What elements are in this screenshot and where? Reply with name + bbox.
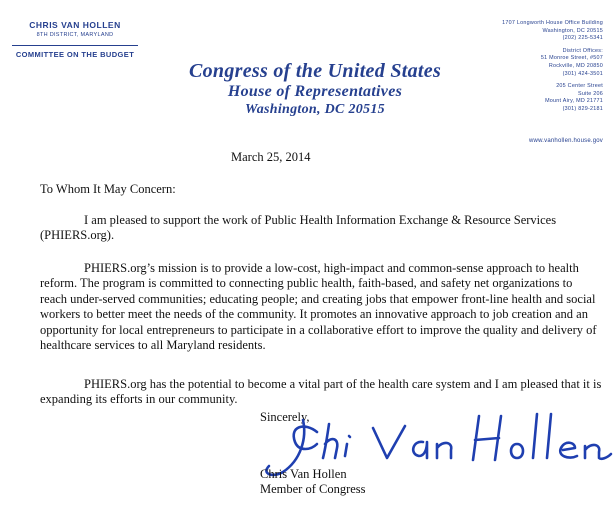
paragraph-3: PHIERS.org has the potential to become a vital part of the health care system and I am pleased that it is expanding its efforts in our community. xyxy=(40,377,602,407)
paragraph-1: I am pleased to support the work of Public Health Information Exchange & Resource Services (PHIERS.org). xyxy=(40,213,557,243)
dc-office-line2: Washington, DC 20515 xyxy=(542,27,603,34)
office2-line3: Mount Airy, MD 21771 xyxy=(545,98,603,105)
office2-line1: 205 Center Street xyxy=(556,83,603,90)
house-title: House of Representatives xyxy=(227,83,403,100)
congress-letterhead xyxy=(150,60,480,119)
office2-phone: (301) 829-2181 xyxy=(562,105,603,112)
member-name: CHRIS VAN HOLLEN xyxy=(29,20,121,30)
office1-line2: Rockville, MD 20850 xyxy=(548,62,603,69)
dc-office-line1: 1707 Longworth House Office Building xyxy=(502,20,603,26)
letter-date: March 25, 2014 xyxy=(231,150,311,164)
signer-name: Chris Van Hollen xyxy=(260,467,347,481)
committee-name: COMMITTEE ON THE BUDGET xyxy=(15,50,135,59)
signer-block xyxy=(260,467,366,498)
signer-title: Member of Congress xyxy=(260,482,366,497)
closing: Sincerely, xyxy=(260,410,310,424)
congress-title: Congress of the United States xyxy=(188,60,442,82)
office1-line1: 51 Monroe Street, #507 xyxy=(540,55,603,62)
member-district: 8TH DISTRICT, MARYLAND xyxy=(36,32,114,38)
dc-office-phone: (202) 225-5341 xyxy=(562,35,603,42)
paragraph-2: PHIERS.org’s mission is to provide a low-cost, high-impact and common-sense approach to health reform. The program is committed to connecting public health, faith-based, and safety net organizations to reach under-served communities; educating people; and creating jobs that empower front-line health and social workers to better meet the needs of the community. It promotes an innovative approach to job creation and an opportunity for local entrepreneurs to participate in a collaborative effort to improve the quality and delivery of healthcare services to all Maryland residents. xyxy=(40,261,597,353)
office1-phone: (301) 424-3501 xyxy=(562,70,603,77)
website-link[interactable]: www.vanhollen.house.gov xyxy=(529,138,603,144)
member-letterhead-block xyxy=(12,20,138,60)
district-offices-label: District Offices: xyxy=(562,47,603,54)
office2-line2: Suite 206 xyxy=(577,90,603,97)
city-title: Washington, DC 20515 xyxy=(245,102,385,117)
header-divider xyxy=(12,45,138,46)
salutation: To Whom It May Concern: xyxy=(40,182,176,196)
office-addresses xyxy=(453,20,603,114)
